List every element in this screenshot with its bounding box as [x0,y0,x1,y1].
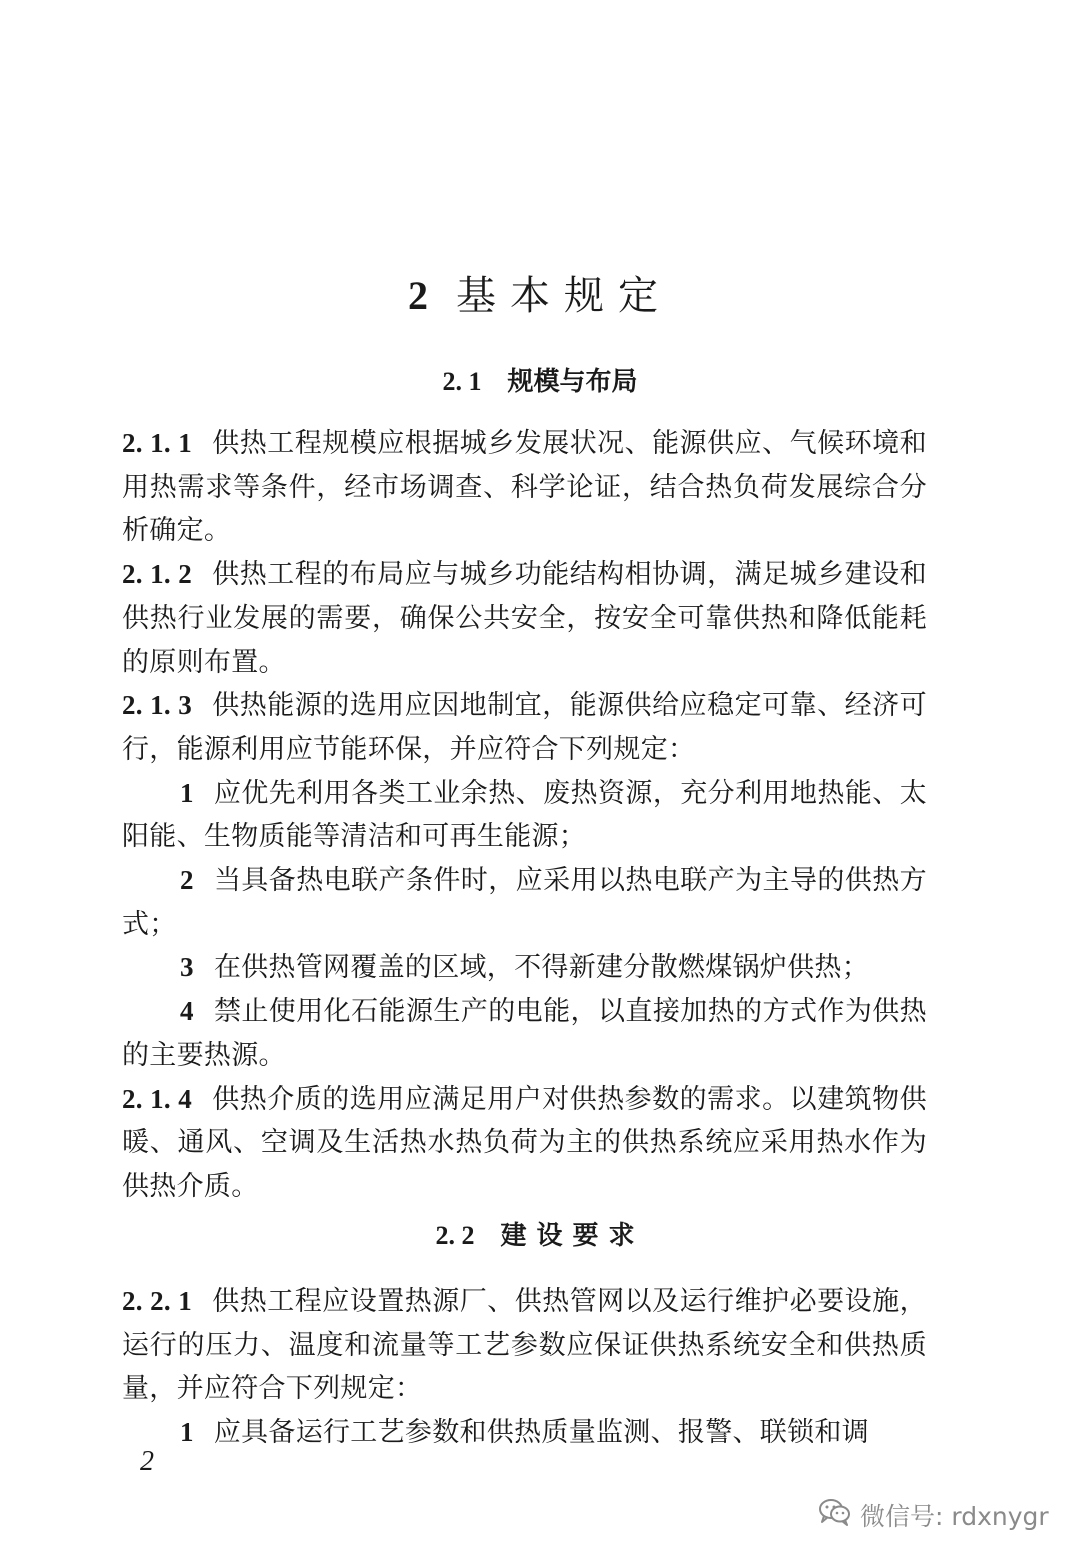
list-item [122,1411,927,1455]
clause-text: 供热工程应设置热源厂、供热管网以及运行维护必要设施，运行的压力、温度和流量等工艺参数应保证供热系统安全和供热质量，并应符合下列规定： [122,1286,927,1405]
chapter-title [0,268,1080,324]
clause-text: 供热介质的选用应满足用户对供热参数的需求。以建筑物供暖、通风、空调及生活热水热负荷为主的供热系统应采用热水作为供热介质。 [122,1083,927,1202]
item-number: 1 [180,777,194,808]
clause-text: 供热工程的布局应与城乡功能结构相协调，满足城乡建设和供热行业发展的需要，确保公共安全，按安全可靠供热和降低能耗的原则布置。 [122,559,927,678]
watermark-text: 微信号: rdxnygr [860,1502,1049,1531]
watermark [818,1495,1049,1535]
wechat-icon [818,1497,860,1533]
clause-number: 2. 1. 4 [122,1083,192,1114]
list-item [122,859,927,946]
clause-number: 2. 1. 3 [122,690,192,721]
list-item [122,990,927,1077]
list-item [122,772,927,859]
chapter-title-text: 基本规定 [456,273,672,319]
item-number: 3 [180,952,194,983]
page-number: 2 [140,1446,154,1477]
clause-2-1-1 [122,422,927,553]
section-title-text: 建设要求 [500,1221,645,1251]
clause-number: 2. 1. 2 [122,559,192,590]
clause-2-2-1 [122,1280,927,1411]
item-text: 在供热管网覆盖的区域，不得新建分散燃煤锅炉供热； [213,952,870,984]
section-title-2-2 [0,1216,1080,1256]
clause-2-1-4 [122,1078,927,1209]
clause-number: 2. 2. 1 [122,1286,192,1316]
clause-number: 2. 1. 1 [122,428,192,458]
item-number: 4 [180,996,194,1027]
section-title-text: 规模与布局 [507,367,638,397]
item-text: 应具备运行工艺参数和供热质量监测、报警、联锁和调 [213,1417,870,1449]
item-text: 应优先利用各类工业余热、废热资源，充分利用地热能、太阳能、生物质能等清洁和可再生能源； [122,777,927,853]
item-number: 2 [180,865,194,896]
clause-2-1-2 [122,553,927,684]
section-body-2-2 [122,1280,927,1455]
item-number: 1 [180,1417,194,1448]
list-item [122,946,927,990]
section-title-2-1 [0,362,1080,402]
section-number: 2. 2 [435,1221,475,1250]
clause-text: 供热能源的选用应因地制宜，能源供给应稳定可靠、经济可行，能源利用应节能环保，并应符合下列规定： [122,690,927,765]
section-body-2-1 [122,422,927,1209]
section-number: 2. 1 [442,367,482,396]
chapter-number: 2 [408,273,428,318]
clause-text: 供热工程规模应根据城乡发展状况、能源供应、气候环境和用热需求等条件，经市场调查、科学论证，结合热负荷发展综合分析确定。 [122,428,927,547]
item-text: 禁止使用化石能源生产的电能，以直接加热的方式作为供热的主要热源。 [122,996,927,1071]
item-text: 当具备热电联产条件时，应采用以热电联产为主导的供热方式； [122,865,927,940]
clause-2-1-3 [122,684,927,771]
